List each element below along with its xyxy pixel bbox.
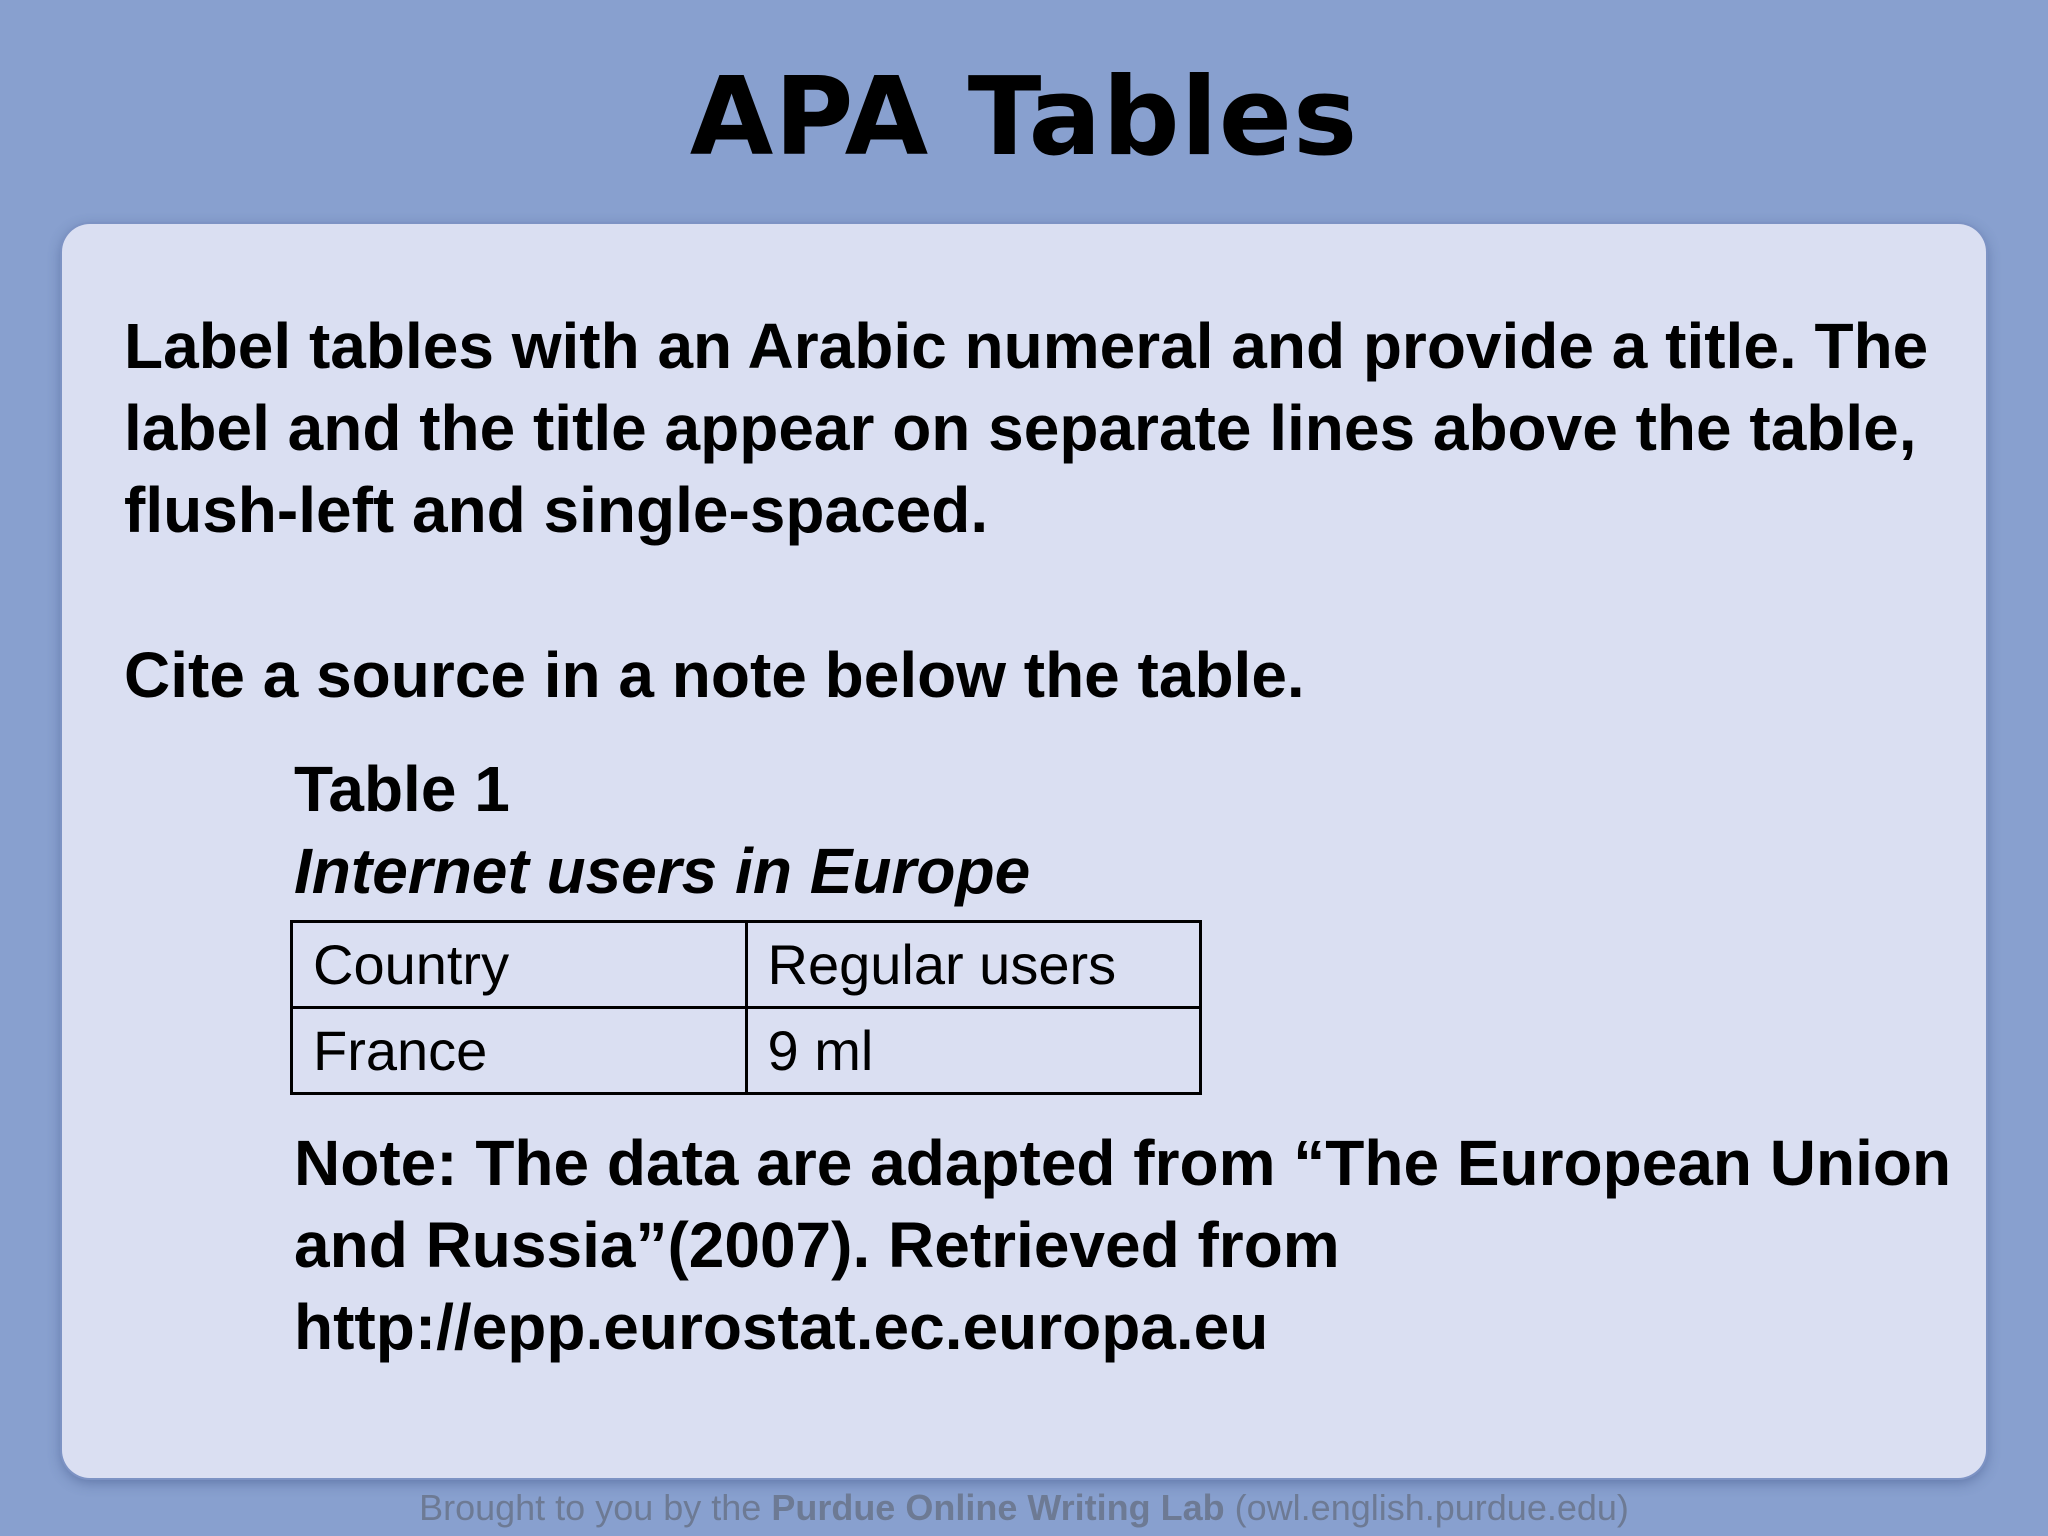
cite-paragraph: Cite a source in a note below the table.	[124, 639, 1305, 711]
table-label: Table 1	[294, 753, 510, 825]
content-panel	[62, 224, 1986, 1478]
table-row	[292, 922, 1201, 1008]
table-title: Internet users in Europe	[294, 835, 1031, 907]
slide-title: APA Tables	[689, 55, 1359, 180]
example-table	[290, 920, 1202, 1095]
table-cell: 9 ml	[746, 1008, 1201, 1094]
footer-org: Purdue Online Writing Lab	[771, 1487, 1225, 1528]
table-note: Note: The data are adapted from “The European Union and Russia”(2007). Retrieved from http://epp.eurostat.ec.europa.eu	[294, 1127, 1952, 1363]
table-cell: France	[292, 1008, 747, 1094]
footer-prefix: Brought to you by the	[419, 1487, 772, 1528]
intro-paragraph: Label tables with an Arabic numeral and provide a title. The label and the title appear on separate lines above the table, flush-left and single-spaced.	[124, 310, 1929, 546]
table-cell: Country	[292, 922, 747, 1008]
footer-suffix: (owl.english.purdue.edu)	[1224, 1487, 1629, 1528]
footer-credit	[0, 1484, 2048, 1532]
table-row	[292, 1008, 1201, 1094]
table-cell: Regular users	[746, 922, 1201, 1008]
